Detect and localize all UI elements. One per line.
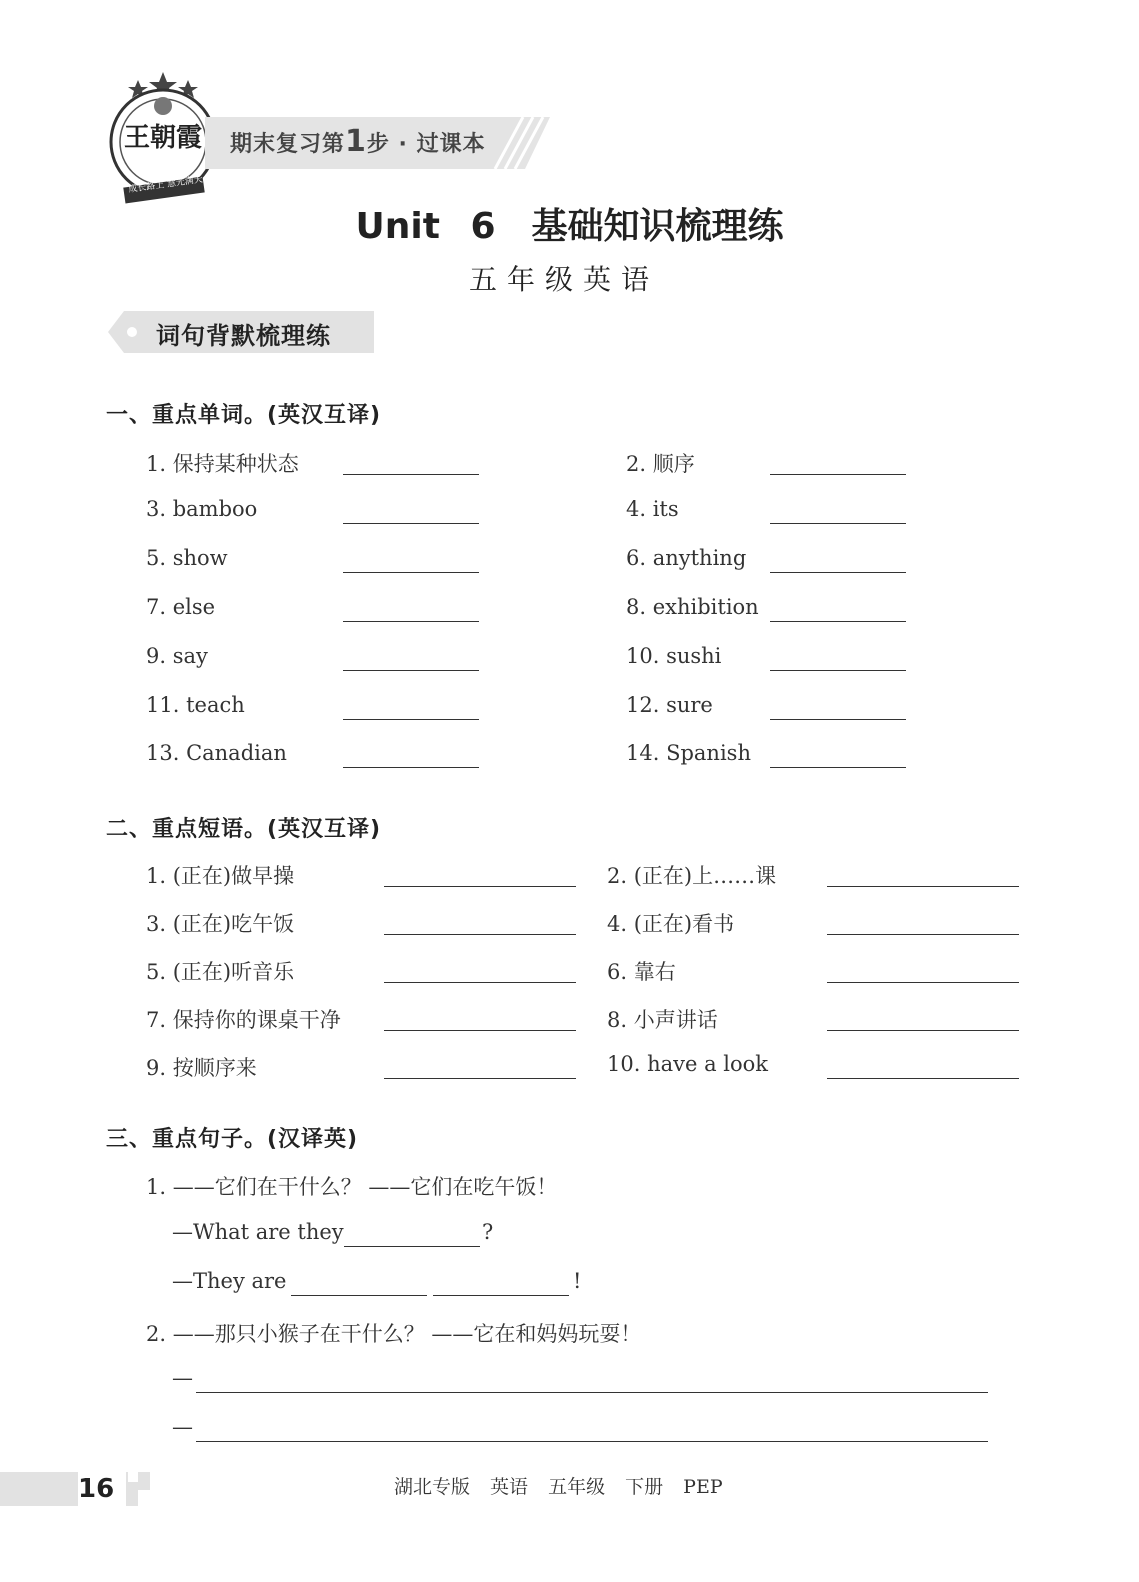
sentence-question-2: 2. ——那只小猴子在干什么？ ——它在和妈妈玩耍！ [146,1322,642,1346]
footer-deco [128,1472,138,1482]
answer-blank[interactable] [827,1030,1019,1031]
word-item: 12. sure [626,693,713,717]
word-item: 1. 保持某种状态 [146,452,299,476]
sentence-answer-prefix: —They are [172,1269,287,1293]
phrase-item: 3. (正在)吃午饭 [146,912,295,936]
word-item: 3. bamboo [146,497,258,521]
phrase-item: 1. (正在)做早操 [146,864,295,888]
phrase-item: 7. 保持你的课桌干净 [146,1008,341,1032]
answer-blank[interactable] [770,474,906,475]
word-item: 4. its [626,497,679,521]
answer-blank[interactable] [770,621,906,622]
page-number: 16 [78,1472,126,1506]
answer-line[interactable] [196,1441,988,1442]
word-item: 7. else [146,595,216,619]
answer-blank[interactable] [770,719,906,720]
question-mark: ? [482,1220,494,1244]
answer-blank[interactable] [827,934,1019,935]
word-item: 11. teach [146,693,245,717]
answer-blank[interactable] [384,886,576,887]
phrase-item: 8. 小声讲话 [607,1008,718,1032]
answer-blank[interactable] [770,767,906,768]
answer-blank[interactable] [770,572,906,573]
word-item: 10. sushi [626,644,722,668]
footer-deco [138,1490,150,1506]
answer-blank[interactable] [343,474,479,475]
word-item: 9. say [146,644,208,668]
answer-blank[interactable] [770,523,906,524]
answer-blank[interactable] [384,934,576,935]
phrase-item: 6. 靠右 [607,960,676,984]
answer-blank[interactable] [384,1030,576,1031]
answer-blank[interactable] [344,1246,480,1247]
answer-blank[interactable] [343,767,479,768]
answer-line[interactable] [196,1392,988,1393]
exclamation-mark: ! [573,1269,582,1293]
logo-slogan: 成长路上 慧光满天 [127,174,204,196]
phrase-item: 4. (正在)看书 [607,912,735,936]
page-subtitle: 五年级英语 [468,263,659,296]
answer-blank[interactable] [433,1295,569,1296]
answer-blank[interactable] [384,1078,576,1079]
word-item: 14. Spanish [626,741,751,765]
answer-blank[interactable] [343,719,479,720]
answer-blank[interactable] [770,670,906,671]
dash: — [172,1366,193,1390]
phrase-item: 10. have a look [607,1052,769,1076]
part3-heading: 三、重点句子。(汉译英) [106,1127,359,1152]
answer-blank[interactable] [343,670,479,671]
part2-heading: 二、重点短语。(英汉互译) [106,817,382,842]
word-item: 13. Canadian [146,741,287,765]
word-item: 6. anything [626,546,747,570]
phrase-item: 5. (正在)听音乐 [146,960,295,984]
answer-blank[interactable] [827,886,1019,887]
phrase-item: 9. 按顺序来 [146,1056,257,1080]
answer-blank[interactable] [827,1078,1019,1079]
dash: — [172,1415,193,1439]
answer-blank[interactable] [343,572,479,573]
page-title: Unit 6 基础知识梳理练 [355,206,784,247]
word-item: 2. 顺序 [626,452,695,476]
answer-blank[interactable] [343,621,479,622]
footer-text: 湖北专版 英语 五年级 下册 PEP [394,1476,723,1498]
answer-blank[interactable] [343,523,479,524]
phrase-item: 2. (正在)上……课 [607,864,777,888]
step-banner-text: 期末复习第1步 · 过课本 [230,124,486,159]
answer-blank[interactable] [384,982,576,983]
word-item: 8. exhibition [626,595,759,619]
sentence-question-1: 1. ——它们在干什么？ ——它们在吃午饭！ [146,1175,558,1199]
part1-heading: 一、重点单词。(英汉互译) [106,403,382,428]
word-item: 5. show [146,546,228,570]
answer-blank[interactable] [291,1295,427,1296]
sentence-answer-prefix: —What are they [172,1220,344,1244]
logo-name: 王朝霞 [124,123,203,153]
section-tag: 词句背默梳理练 [156,322,331,350]
answer-blank[interactable] [827,982,1019,983]
